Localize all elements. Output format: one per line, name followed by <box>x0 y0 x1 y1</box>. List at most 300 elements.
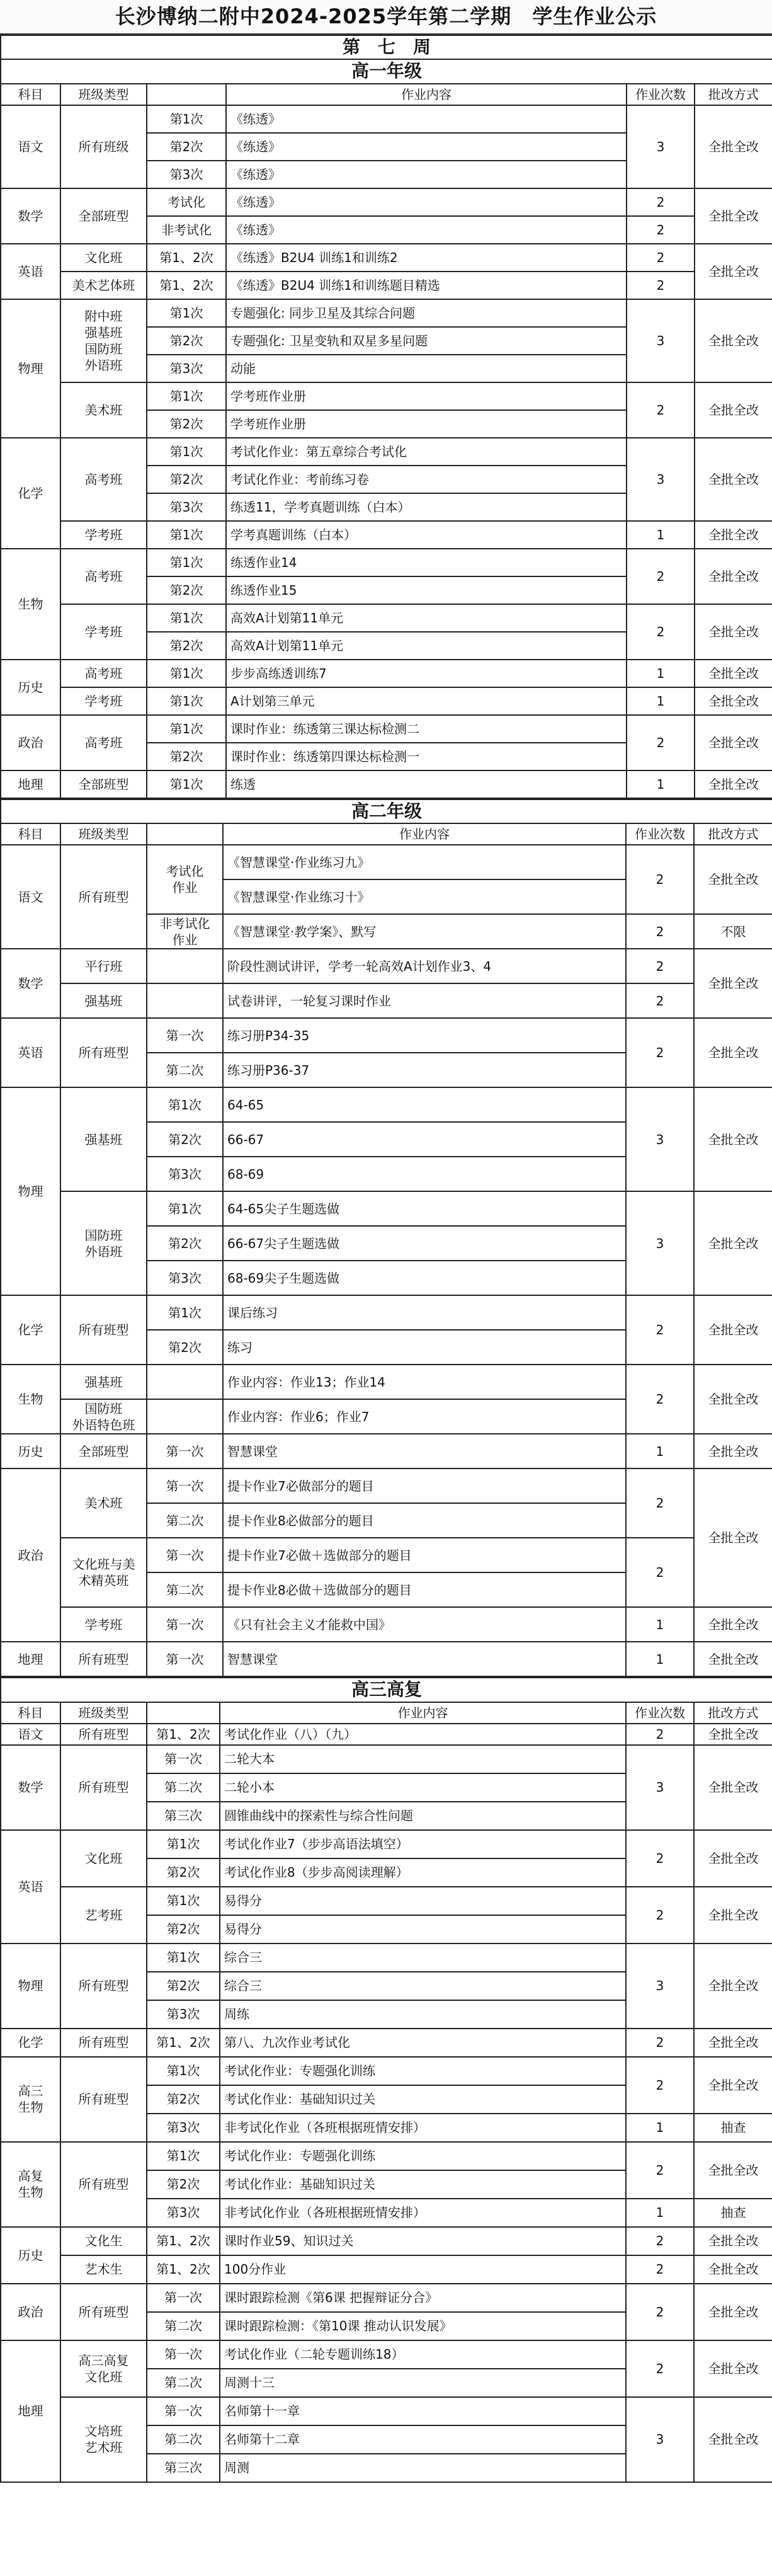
sequence-cell: 第1、2次 <box>147 272 226 299</box>
class-type-cell: 所有班型 <box>60 1943 147 2029</box>
grading-method-cell: 全批全改 <box>694 1087 772 1191</box>
header-content: 作业内容 <box>223 823 626 845</box>
sequence-cell: 第1次 <box>147 299 226 327</box>
subject-cell: 历史 <box>1 1434 60 1468</box>
count-cell: 1 <box>626 2114 694 2142</box>
subject-cell: 高三 生物 <box>1 2057 60 2142</box>
content-cell: 练透作业15 <box>226 576 627 604</box>
grading-method-cell: 全批全改 <box>694 1887 772 1943</box>
content-cell: 考试化作业：第五章综合考试化 <box>226 438 627 466</box>
sequence-cell: 第1次 <box>147 105 226 133</box>
subject-cell: 化学 <box>1 438 60 549</box>
table-row <box>1 1468 772 1503</box>
content-cell: 阶段性测试讲评，学考一轮高效A计划作业3、4 <box>223 949 626 983</box>
class-type-cell: 强基班 <box>60 1365 147 1399</box>
table-row <box>1 188 772 216</box>
subject-cell: 物理 <box>1 1943 60 2029</box>
class-type-cell: 美术艺体班 <box>60 272 147 299</box>
class-type-cell: 平行班 <box>60 949 147 983</box>
class-type-cell: 学考班 <box>60 604 147 660</box>
content-cell: 学考真题训练（白本） <box>226 521 627 549</box>
content-cell: 作业内容：作业6；作业7 <box>223 1399 626 1434</box>
class-type-cell: 所有班型 <box>60 2284 147 2340</box>
sequence-cell: 第1次 <box>147 382 226 410</box>
count-cell: 2 <box>626 2255 694 2284</box>
sequence-cell: 第二次 <box>147 1053 223 1087</box>
grading-method-cell: 全批全改 <box>694 2227 772 2255</box>
grade-table <box>0 35 772 799</box>
sequence-cell: 第1次 <box>147 438 226 466</box>
count-cell: 2 <box>626 914 694 949</box>
sequence-cell: 非考试化 作业 <box>147 914 223 949</box>
class-type-cell: 文化生 <box>60 2227 147 2255</box>
content-cell: 《练透》 <box>226 161 627 188</box>
content-cell: 练习册P36-37 <box>223 1053 626 1087</box>
content-cell: 非考试化作业（各班根据班情安排） <box>220 2199 626 2227</box>
subject-cell: 化学 <box>1 2029 60 2057</box>
table-row <box>1 2057 772 2085</box>
table-row <box>1 2284 772 2312</box>
table-row <box>1 1642 772 1676</box>
table-row <box>1 660 772 687</box>
content-cell: 提卡作业7必做＋选做部分的题目 <box>223 1538 626 1572</box>
grade-banner: 高三高复 <box>1 1678 772 1702</box>
table-row <box>1 715 772 743</box>
grading-method-cell: 全批全改 <box>695 521 772 549</box>
class-type-cell: 所有班型 <box>60 1642 147 1676</box>
table-row <box>1 1745 772 1773</box>
grading-method-cell: 全批全改 <box>695 715 772 770</box>
sequence-cell: 第1、2次 <box>147 1724 220 1745</box>
sequence-cell: 第3次 <box>147 1261 223 1295</box>
content-cell: 课时作业：练透第四课达标检测一 <box>226 743 627 770</box>
grading-method-cell: 全批全改 <box>694 1295 772 1365</box>
sequence-cell: 考试化 <box>147 188 226 216</box>
subject-cell: 地理 <box>1 1642 60 1676</box>
header-count: 作业次数 <box>626 823 694 845</box>
class-type-cell: 全部班型 <box>60 770 147 798</box>
table-row <box>1 1087 772 1122</box>
sequence-cell: 第一次 <box>147 1468 223 1503</box>
count-cell: 2 <box>626 2284 694 2340</box>
sequence-cell: 第2次 <box>147 1122 223 1157</box>
sequence-cell: 第2次 <box>147 410 226 438</box>
content-cell: 课后练习 <box>223 1295 626 1330</box>
count-cell: 3 <box>626 1745 694 1830</box>
class-type-cell: 所有班型 <box>60 2057 147 2142</box>
sequence-cell: 第一次 <box>147 2340 220 2369</box>
sequence-cell: 第3次 <box>147 2199 220 2227</box>
grading-method-cell: 全批全改 <box>694 2340 772 2397</box>
sequence-cell: 第1次 <box>147 549 226 576</box>
content-cell: 《智慧课堂·作业练习十》 <box>223 879 626 914</box>
count-cell: 2 <box>626 2340 694 2397</box>
sequence-cell: 第1次 <box>147 1887 220 1915</box>
sequence-cell: 第1次 <box>147 660 226 687</box>
grading-method-cell: 全批全改 <box>694 1745 772 1830</box>
subject-cell: 语文 <box>1 1724 60 1745</box>
content-cell: 练透11，学考真题训练（白本） <box>226 493 627 521</box>
class-type-cell: 艺考班 <box>60 1887 147 1943</box>
sequence-cell: 第2次 <box>147 1226 223 1261</box>
count-cell: 2 <box>627 216 695 244</box>
sequence-cell: 第1、2次 <box>147 2255 220 2284</box>
sequence-cell: 第1次 <box>147 715 226 743</box>
count-cell: 1 <box>627 687 695 715</box>
class-type-cell: 所有班级 <box>60 105 147 188</box>
class-type-cell: 国防班 外语特色班 <box>60 1399 147 1434</box>
count-cell: 2 <box>626 1295 694 1365</box>
sequence-cell: 第二次 <box>147 2369 220 2397</box>
table-row <box>1 1295 772 1330</box>
sequence-cell: 第2次 <box>147 1915 220 1943</box>
content-cell: 练习册P34-35 <box>223 1018 626 1053</box>
subject-cell: 政治 <box>1 1468 60 1642</box>
sequence-cell: 第2次 <box>147 1330 223 1365</box>
count-cell: 3 <box>626 2397 694 2482</box>
sequence-cell: 第2次 <box>147 133 226 161</box>
table-row <box>1 1943 772 1972</box>
header-grading-method: 批改方式 <box>694 823 772 845</box>
content-cell: 66-67尖子生题选做 <box>223 1226 626 1261</box>
count-cell: 3 <box>627 105 695 188</box>
grading-method-cell: 全批全改 <box>695 770 772 798</box>
table-row <box>1 845 772 879</box>
content-cell: 课时作业59、知识过关 <box>220 2227 626 2255</box>
subject-cell: 地理 <box>1 2340 60 2482</box>
content-cell: 综合三 <box>220 1972 626 2000</box>
grading-method-cell: 全批全改 <box>695 687 772 715</box>
class-type-cell: 文化班 <box>60 1830 147 1887</box>
subject-cell: 英语 <box>1 1830 60 1943</box>
content-cell: 学考班作业册 <box>226 410 627 438</box>
count-cell: 2 <box>626 845 694 914</box>
sequence-cell: 第1次 <box>147 1943 220 1972</box>
content-cell: 第八、九次作业考试化 <box>220 2029 626 2057</box>
content-cell: 提卡作业8必做部分的题目 <box>223 1503 626 1538</box>
header-subject: 科目 <box>1 823 60 845</box>
content-cell: 专题强化: 卫星变轨和双星多星问题 <box>226 327 627 355</box>
count-cell: 2 <box>626 2057 694 2114</box>
count-cell: 1 <box>626 1607 694 1642</box>
content-cell: 课时作业：练透第三课达标检测二 <box>226 715 627 743</box>
table-row <box>1 1434 772 1468</box>
sequence-cell: 第二次 <box>147 1773 220 1802</box>
header-count: 作业次数 <box>626 1702 694 1724</box>
sequence-cell: 第3次 <box>147 493 226 521</box>
subject-cell: 生物 <box>1 1365 60 1434</box>
grading-method-cell: 全批全改 <box>695 188 772 244</box>
table-row <box>1 1018 772 1053</box>
sequence-cell: 第3次 <box>147 2114 220 2142</box>
grading-method-cell: 全批全改 <box>695 299 772 382</box>
content-cell: 智慧课堂 <box>223 1642 626 1676</box>
count-cell: 3 <box>626 1943 694 2029</box>
class-type-cell: 全部班型 <box>60 1434 147 1468</box>
content-cell: 《练透》 <box>226 105 627 133</box>
content-cell: 周练 <box>220 2000 626 2029</box>
sequence-cell: 第一次 <box>147 2284 220 2312</box>
subject-cell: 数学 <box>1 188 60 244</box>
content-cell: 易得分 <box>220 1887 626 1915</box>
grading-method-cell: 全批全改 <box>694 1607 772 1642</box>
content-cell: 《练透》 <box>226 188 627 216</box>
sequence-cell: 第2次 <box>147 576 226 604</box>
table-row <box>1 521 772 549</box>
sequence-cell: 第三次 <box>147 2454 220 2482</box>
grading-method-cell: 全批全改 <box>694 2397 772 2482</box>
table-row <box>1 2227 772 2255</box>
grading-method-cell: 全批全改 <box>694 1018 772 1087</box>
content-cell: 学考班作业册 <box>226 382 627 410</box>
class-type-cell: 高三高复 文化班 <box>60 2340 147 2397</box>
count-cell: 2 <box>627 382 695 438</box>
content-cell: 考试化作业（八）（九） <box>220 1724 626 1745</box>
content-cell: 64-65 <box>223 1087 626 1122</box>
sequence-cell: 第3次 <box>147 1157 223 1191</box>
grading-method-cell: 全批全改 <box>695 549 772 604</box>
content-cell: 高效A计划第11单元 <box>226 604 627 632</box>
subject-cell: 语文 <box>1 845 60 949</box>
content-cell: 动能 <box>226 355 627 382</box>
sequence-cell: 第二次 <box>147 1572 223 1607</box>
table-row <box>1 949 772 983</box>
count-cell: 2 <box>626 983 694 1018</box>
homework-tables <box>0 35 772 2483</box>
content-cell: 考试化作业：考前练习卷 <box>226 466 627 493</box>
content-cell: 66-67 <box>223 1122 626 1157</box>
content-cell: 《练透》 <box>226 133 627 161</box>
grading-method-cell: 全批全改 <box>694 845 772 914</box>
sequence-cell <box>147 1399 223 1434</box>
sequence-cell: 第2次 <box>147 327 226 355</box>
table-row <box>1 2397 772 2425</box>
content-cell: 考试化作业：专题强化训练 <box>220 2057 626 2085</box>
count-cell: 2 <box>626 1365 694 1434</box>
content-cell: 提卡作业8必做＋选做部分的题目 <box>223 1572 626 1607</box>
sequence-cell: 第1次 <box>147 1830 220 1858</box>
sequence-cell: 第一次 <box>147 1018 223 1053</box>
count-cell: 2 <box>627 549 695 604</box>
class-type-cell: 美术班 <box>60 1468 147 1538</box>
grading-method-cell: 抽查 <box>694 2114 772 2142</box>
content-cell: 68-69尖子生题选做 <box>223 1261 626 1295</box>
sequence-cell: 第3次 <box>147 355 226 382</box>
table-row <box>1 272 772 299</box>
table-row <box>1 1191 772 1226</box>
content-cell: 高效A计划第11单元 <box>226 632 627 660</box>
content-cell: 考试化作业8（步步高阅读理解） <box>220 1858 626 1887</box>
grade-banner: 高一年级 <box>1 59 772 83</box>
header-sequence <box>147 1702 220 1724</box>
table-row <box>1 1365 772 1399</box>
class-type-cell: 所有班型 <box>60 2029 147 2057</box>
class-type-cell: 文培班 艺术班 <box>60 2397 147 2482</box>
class-type-cell: 艺术生 <box>60 2255 147 2284</box>
header-class-type: 班级类型 <box>60 84 147 105</box>
sequence-cell: 第2次 <box>147 2085 220 2114</box>
count-cell: 1 <box>626 1434 694 1468</box>
count-cell: 1 <box>627 521 695 549</box>
count-cell: 3 <box>626 1087 694 1191</box>
content-cell: 提卡作业7必做部分的题目 <box>223 1468 626 1503</box>
table-row <box>1 1724 772 1745</box>
header-class-type: 班级类型 <box>60 823 147 845</box>
content-cell: A计划第三单元 <box>226 687 627 715</box>
subject-cell: 数学 <box>1 1745 60 1830</box>
header-sequence <box>147 84 226 105</box>
table-row <box>1 1887 772 1915</box>
table-row <box>1 244 772 272</box>
sequence-cell: 第一次 <box>147 1745 220 1773</box>
count-cell: 2 <box>627 272 695 299</box>
sequence-cell: 第1、2次 <box>147 244 226 272</box>
grading-method-cell: 全批全改 <box>694 1724 772 1745</box>
table-row <box>1 549 772 576</box>
subject-cell: 数学 <box>1 949 60 1018</box>
class-type-cell: 所有班型 <box>60 1018 147 1087</box>
table-row <box>1 1538 772 1572</box>
content-cell: 综合三 <box>220 1943 626 1972</box>
count-cell: 2 <box>626 2142 694 2199</box>
grading-method-cell: 全批全改 <box>694 2284 772 2340</box>
grade-table <box>0 1677 772 2482</box>
count-cell: 2 <box>626 949 694 983</box>
class-type-cell: 文化班 <box>60 244 147 272</box>
grading-method-cell: 全批全改 <box>695 244 772 299</box>
table-row <box>1 604 772 632</box>
content-cell: 考试化作业：基础知识过关 <box>220 2085 626 2114</box>
content-cell: 名师第十二章 <box>220 2425 626 2454</box>
table-row <box>1 382 772 410</box>
sequence-cell: 第2次 <box>147 466 226 493</box>
sequence-cell: 第三次 <box>147 1802 220 1830</box>
grading-method-cell: 全批全改 <box>695 438 772 521</box>
class-type-cell: 高考班 <box>60 715 147 770</box>
sequence-cell: 第2次 <box>147 743 226 770</box>
content-cell: 《智慧课堂·作业练习九》 <box>223 845 626 879</box>
sequence-cell: 第3次 <box>147 2000 220 2029</box>
sequence-cell <box>147 1365 223 1399</box>
class-type-cell: 所有班型 <box>60 1724 147 1745</box>
content-cell: 周测 <box>220 2454 626 2482</box>
count-cell: 2 <box>626 1538 694 1607</box>
subject-cell: 英语 <box>1 244 60 299</box>
content-cell: 步步高练透训练7 <box>226 660 627 687</box>
content-cell: 68-69 <box>223 1157 626 1191</box>
sequence-cell: 第1次 <box>147 1295 223 1330</box>
table-row <box>1 1607 772 1642</box>
content-cell: 《练透》B2U4 训练1和训练题目精选 <box>226 272 627 299</box>
header-grading-method: 批改方式 <box>694 1702 772 1724</box>
subject-cell: 语文 <box>1 105 60 188</box>
table-row <box>1 2142 772 2170</box>
sequence-cell: 第二次 <box>147 2425 220 2454</box>
count-cell: 2 <box>626 1887 694 1943</box>
class-type-cell: 所有班型 <box>60 1295 147 1365</box>
subject-cell: 物理 <box>1 299 60 438</box>
class-type-cell: 高考班 <box>60 438 147 521</box>
sequence-cell: 第2次 <box>147 1972 220 2000</box>
sequence-cell: 第1次 <box>147 1191 223 1226</box>
content-cell: 练习 <box>223 1330 626 1365</box>
sequence-cell: 第1次 <box>147 2142 220 2170</box>
sequence-cell: 第1次 <box>147 604 226 632</box>
table-row <box>1 687 772 715</box>
sequence-cell: 第2次 <box>147 632 226 660</box>
count-cell: 2 <box>626 2029 694 2057</box>
class-type-cell: 学考班 <box>60 521 147 549</box>
sequence-cell: 非考试化 <box>147 216 226 244</box>
header-subject: 科目 <box>1 84 60 105</box>
class-type-cell: 学考班 <box>60 1607 147 1642</box>
content-cell: 二轮小本 <box>220 1773 626 1802</box>
header-content: 作业内容 <box>220 1702 626 1724</box>
content-cell: 易得分 <box>220 1915 626 1943</box>
sequence-cell: 第一次 <box>147 1607 223 1642</box>
sequence-cell: 第2次 <box>147 2170 220 2199</box>
content-cell: 考试化作业（二轮专题训练18） <box>220 2340 626 2369</box>
subject-cell: 政治 <box>1 2284 60 2340</box>
header-sequence <box>147 823 223 845</box>
content-cell: 课时跟踪检测《第6课 把握辩证分合》 <box>220 2284 626 2312</box>
content-cell: 名师第十一章 <box>220 2397 626 2425</box>
table-row <box>1 2340 772 2369</box>
subject-cell: 政治 <box>1 715 60 770</box>
subject-cell: 历史 <box>1 2227 60 2284</box>
count-cell: 1 <box>627 660 695 687</box>
content-cell: 《只有社会主义才能救中国》 <box>223 1607 626 1642</box>
content-cell: 试卷讲评，一轮复习课时作业 <box>223 983 626 1018</box>
sequence-cell: 第1次 <box>147 2057 220 2085</box>
grading-method-cell: 全批全改 <box>695 604 772 660</box>
count-cell: 3 <box>626 1191 694 1295</box>
count-cell: 1 <box>626 2199 694 2227</box>
count-cell: 2 <box>627 604 695 660</box>
header-subject: 科目 <box>1 1702 60 1724</box>
grading-method-cell: 全批全改 <box>695 105 772 188</box>
table-row <box>1 438 772 466</box>
header-grading-method: 批改方式 <box>695 84 772 105</box>
count-cell: 2 <box>627 715 695 770</box>
grading-method-cell: 全批全改 <box>694 2142 772 2199</box>
sequence-cell <box>147 983 223 1018</box>
sequence-cell: 第1次 <box>147 521 226 549</box>
content-cell: 考试化作业：专题强化训练 <box>220 2142 626 2170</box>
count-cell: 3 <box>627 299 695 382</box>
content-cell: 考试化作业7（步步高语法填空） <box>220 1830 626 1858</box>
grading-method-cell: 全批全改 <box>695 382 772 438</box>
sequence-cell: 考试化 作业 <box>147 845 223 914</box>
content-cell: 专题强化: 同步卫星及其综合问题 <box>226 299 627 327</box>
sequence-cell: 第1、2次 <box>147 2227 220 2255</box>
class-type-cell: 所有班型 <box>60 845 147 949</box>
table-row <box>1 1830 772 1858</box>
grading-method-cell: 全批全改 <box>694 2255 772 2284</box>
header-content: 作业内容 <box>226 84 627 105</box>
table-row <box>1 2255 772 2284</box>
sequence-cell: 第一次 <box>147 1434 223 1468</box>
content-cell: 周测十三 <box>220 2369 626 2397</box>
count-cell: 2 <box>626 2227 694 2255</box>
subject-cell: 高复 生物 <box>1 2142 60 2227</box>
sequence-cell: 第二次 <box>147 2312 220 2340</box>
grading-method-cell: 全批全改 <box>694 1365 772 1434</box>
grade-banner: 高二年级 <box>1 799 772 823</box>
class-type-cell: 国防班 外语班 <box>60 1191 147 1295</box>
class-type-cell: 强基班 <box>60 983 147 1018</box>
content-cell: 考试化作业：基础知识过关 <box>220 2170 626 2199</box>
